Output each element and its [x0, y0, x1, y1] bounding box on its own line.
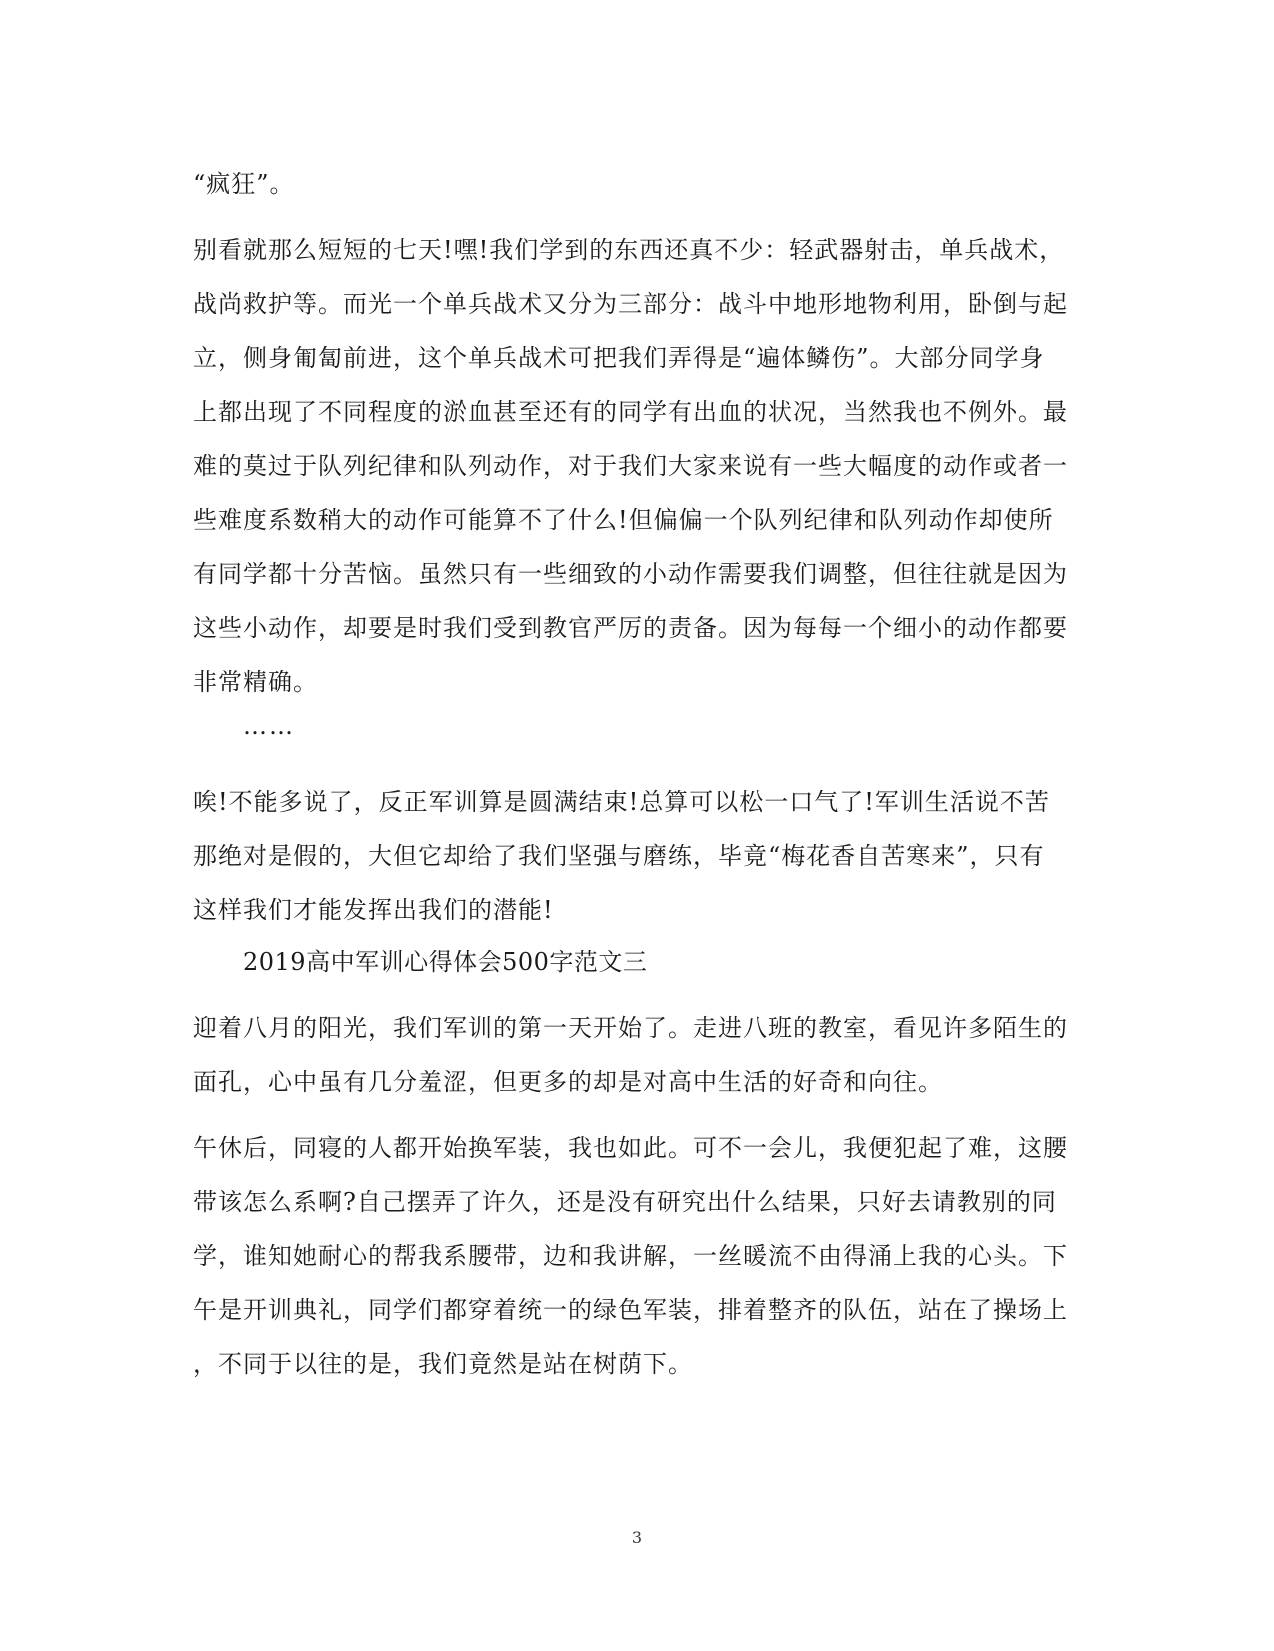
text-line: 面孔，心中虽有几分羞涩，但更多的却是对高中生活的好奇和向往。: [193, 1068, 943, 1096]
text-line: 迎着八月的阳光，我们军训的第一天开始了。走进八班的教室，看见许多陌生的: [193, 1014, 1068, 1042]
text-line: 别看就那么短短的七天!嘿!我们学到的东西还真不少：轻武器射击，单兵战术，: [193, 236, 1065, 264]
text-line: 立，侧身匍匐前进，这个单兵战术可把我们弄得是“遍体鳞伤”。大部分同学身: [193, 344, 1045, 372]
text-line: ，不同于以往的是，我们竟然是站在树荫下。: [193, 1350, 693, 1378]
text-line: 午是开训典礼，同学们都穿着统一的绿色军装，排着整齐的队伍，站在了操场上: [193, 1296, 1068, 1324]
text-line: 战尚救护等。而光一个单兵战术又分为三部分：战斗中地形地物利用，卧倒与起: [193, 290, 1068, 318]
text-line: 那绝对是假的，大但它却给了我们坚强与磨练，毕竟“梅花香自苦寒来”，只有: [193, 842, 1045, 870]
text-line: 午休后，同寝的人都开始换军装，我也如此。可不一会儿，我便犯起了难，这腰: [193, 1134, 1068, 1162]
text-line: 这些小动作，却要是时我们受到教官严厉的责备。因为每每一个细小的动作都要: [193, 614, 1068, 642]
text-line: 学，谁知她耐心的帮我系腰带，边和我讲解，一丝暖流不由得涌上我的心头。下: [193, 1242, 1068, 1270]
text-line: 有同学都十分苦恼。虽然只有一些细致的小动作需要我们调整，但往往就是因为: [193, 560, 1068, 588]
text-line: 带该怎么系啊?自己摆弄了许久，还是没有研究出什么结果，只好去请教别的同: [193, 1188, 1057, 1216]
text-line: 难的莫过于队列纪律和队列动作，对于我们大家来说有一些大幅度的动作或者一: [193, 452, 1068, 480]
text-line: 非常精确。: [193, 668, 318, 696]
text-line: 唉!不能多说了，反正军训算是圆满结束!总算可以松一口气了!军训生活说不苦: [193, 788, 1050, 816]
text-line: 这样我们才能发挥出我们的潜能!: [193, 896, 554, 924]
text-line: 上都出现了不同程度的淤血甚至还有的同学有出血的状况，当然我也不例外。最: [193, 398, 1068, 426]
page-number: 3: [631, 1528, 643, 1547]
section-heading: 2019高中军训心得体会500字范文三: [243, 948, 648, 976]
ellipsis: ……: [243, 712, 295, 740]
text-line: “疯狂”。: [193, 170, 295, 198]
text-line: 些难度系数稍大的动作可能算不了什么!但偏偏一个队列纪律和队列动作却使所: [193, 506, 1054, 534]
